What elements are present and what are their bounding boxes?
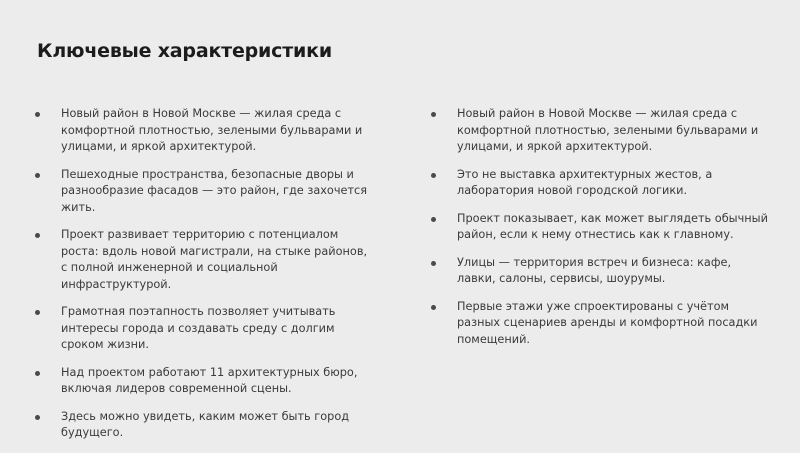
list-item-text: Это не выставка архитектурных жестов, а лаборатория новой городской логики. — [457, 167, 713, 197]
bullet-icon — [431, 261, 436, 266]
list-item — [30, 227, 375, 293]
list-item-text: Грамотная поэтапность позволяет учитывать интересы города и создавать среду с долгим сроком жизни. — [61, 305, 336, 351]
list-item — [426, 299, 771, 349]
list-item — [30, 365, 375, 398]
list-item-text: Первые этажи уже спроектированы с учётом разных сценариев аренды и комфортной посадки помещений. — [457, 299, 758, 346]
list-item — [426, 167, 771, 200]
list-item-text: Здесь можно увидеть, каким может быть город будущего. — [61, 409, 350, 439]
list-item-text: Новый район в Новой Москве — жилая среда с комфортной плотностью, зелеными бульварами и улицами, и яркой архитектурой. — [457, 107, 759, 153]
bullet-icon — [431, 217, 436, 222]
list-item-text: Над проектом работают 11 архитектурных бюро, включая лидеров современной сцены. — [61, 365, 358, 395]
bullet-icon — [35, 415, 40, 420]
list-item-text: Проект показывает, как может выглядеть обычный район, если к нему отнестись как к главному. — [457, 211, 768, 241]
list-item — [30, 409, 375, 442]
right-bullet-list — [426, 106, 771, 359]
list-item-text: Проект развивает территорию с потенциалом роста: вдоль новой магистрали, на стыке районов, с полной инженерной и социальной инфраструктурой. — [61, 228, 368, 291]
list-item — [30, 304, 375, 354]
list-item-text: Новый район в Новой Москве — жилая среда с комфортной плотностью, зелеными бульварами и улицами, и яркой архитектурой. — [61, 107, 363, 153]
list-item — [30, 106, 375, 156]
bullet-icon — [431, 173, 436, 178]
left-bullet-list — [30, 106, 375, 453]
list-item — [426, 211, 771, 244]
bullet-icon — [35, 371, 40, 376]
bullet-icon — [431, 112, 436, 117]
list-item-text: Пешеходные пространства, безопасные дворы и разнообразие фасадов — это район, где захочется жить. — [61, 167, 368, 214]
list-item — [426, 106, 771, 156]
bullet-icon — [35, 112, 40, 117]
list-item — [30, 167, 375, 217]
bullet-icon — [35, 233, 40, 238]
list-item-text: Улицы — территория встреч и бизнеса: кафе, лавки, салоны, сервисы, шоурумы. — [457, 255, 732, 285]
bullet-icon — [35, 173, 40, 178]
bullet-icon — [35, 310, 40, 315]
bullet-icon — [431, 305, 436, 310]
slide-title: Ключевые характеристики — [37, 40, 332, 62]
list-item — [426, 255, 771, 288]
